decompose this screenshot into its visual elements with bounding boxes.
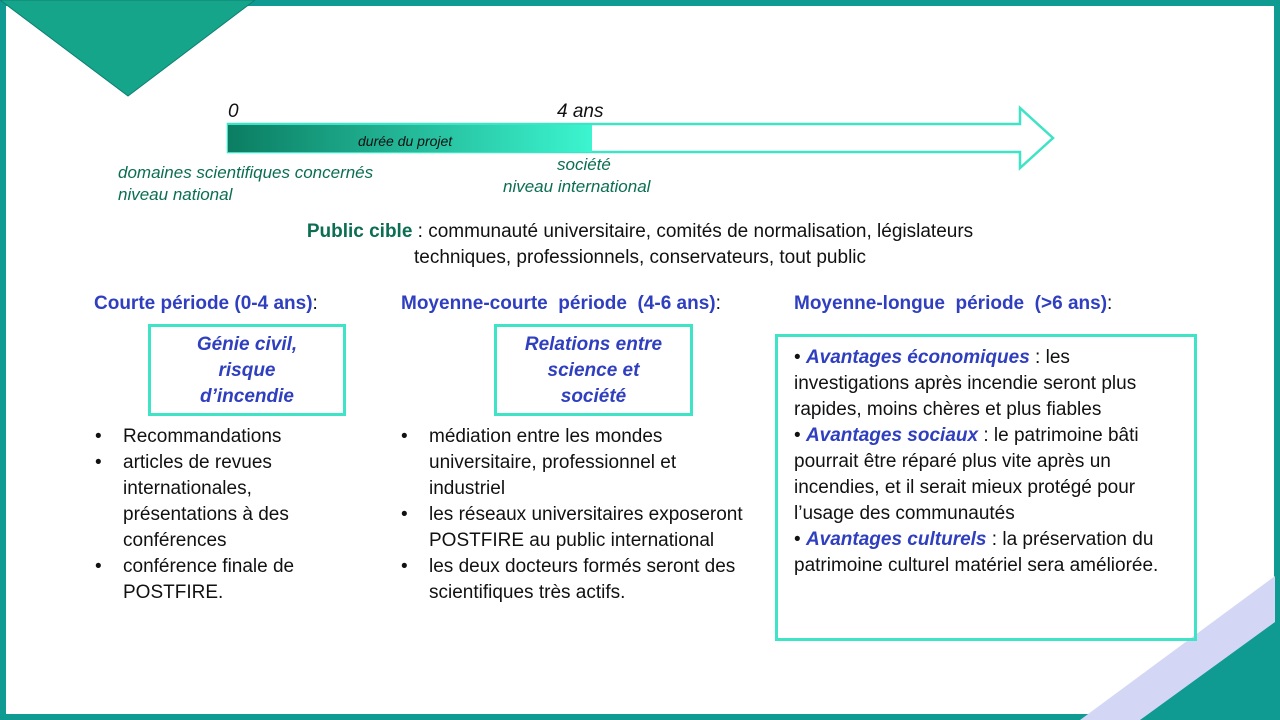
public-cible-line1: : communauté universitaire, comités de normalisation, législateurs xyxy=(412,221,974,242)
caption-societe: société xyxy=(557,155,611,174)
bullet-list-medium-short xyxy=(397,424,749,606)
box-title-line: d’incendie xyxy=(200,386,294,407)
box-relations-science-societe xyxy=(494,324,693,416)
box-title-line: société xyxy=(560,386,627,407)
advantage-title: Avantages économiques xyxy=(805,347,1030,368)
box-title-line: risque xyxy=(218,360,276,381)
column-heading-medium-long xyxy=(794,293,1112,315)
timeline-left-caption xyxy=(118,162,373,206)
bullet-list-short xyxy=(91,424,331,606)
bullet: • xyxy=(794,425,806,446)
bullet: • xyxy=(794,347,806,368)
heading-text: Moyenne-longue période (>6 ans) xyxy=(794,293,1108,314)
list-item: • médiation entre les mondes universitaire, professionnel et industriel xyxy=(397,424,749,502)
list-item: • conférence finale de POSTFIRE. xyxy=(91,554,331,606)
advantage-text: : le patrimoine bâti pourrait être réparé plus vite après un incendies, et il serait mieux protégé pour l’usage des communautés xyxy=(794,425,1139,524)
advantages-text xyxy=(778,337,1194,579)
box-title-line: science et xyxy=(547,360,640,381)
list-item: • articles de revues internationales, présentations à des conférences xyxy=(91,450,331,554)
advantage-social xyxy=(794,423,1188,527)
box-avantages xyxy=(775,334,1197,641)
timeline-end-label: 4 ans xyxy=(557,101,604,122)
column-heading-short xyxy=(94,293,318,315)
heading-colon: : xyxy=(715,293,721,314)
caption-international: niveau international xyxy=(503,177,651,196)
column-heading-medium-short xyxy=(401,293,721,315)
heading-colon: : xyxy=(1107,293,1113,314)
timeline-bar-label: durée du projet xyxy=(358,133,453,149)
list-item: • les deux docteurs formés seront des scientifiques très actifs. xyxy=(397,554,749,606)
timeline-start-label: 0 xyxy=(228,101,239,122)
bullet: • xyxy=(794,529,806,550)
box-title-line: Génie civil, xyxy=(196,334,298,355)
timeline-right-caption xyxy=(503,154,650,198)
heading-text: Moyenne-courte période (4-6 ans) xyxy=(401,293,716,314)
corner-decoration-top-left xyxy=(0,0,260,100)
advantage-text: : la préservation du patrimoine culturel matériel sera améliorée. xyxy=(794,529,1159,576)
advantage-text: : les investigations après incendie seront plus rapides, moins chères et plus fiables xyxy=(794,347,1137,420)
caption-domains: domaines scientifiques concernés xyxy=(118,163,374,182)
box-genie-civil xyxy=(148,324,346,416)
box-title-line: Relations entre xyxy=(524,334,663,355)
list-item: • Recommandations xyxy=(91,424,331,450)
advantage-title: Avantages culturels xyxy=(805,529,987,550)
advantage-economic xyxy=(794,345,1188,423)
advantage-title: Avantages sociaux xyxy=(805,425,979,446)
advantage-cultural xyxy=(794,527,1188,579)
heading-colon: : xyxy=(312,293,318,314)
public-cible-label: Public cible xyxy=(306,221,413,242)
list-item: • les réseaux universitaires exposeront POSTFIRE au public international xyxy=(397,502,749,554)
public-cible xyxy=(180,219,1100,271)
public-cible-line2: techniques, professionnels, conservateurs, tout public xyxy=(413,247,867,268)
heading-text: Courte période (0-4 ans) xyxy=(94,293,313,314)
caption-national: niveau national xyxy=(118,185,233,204)
